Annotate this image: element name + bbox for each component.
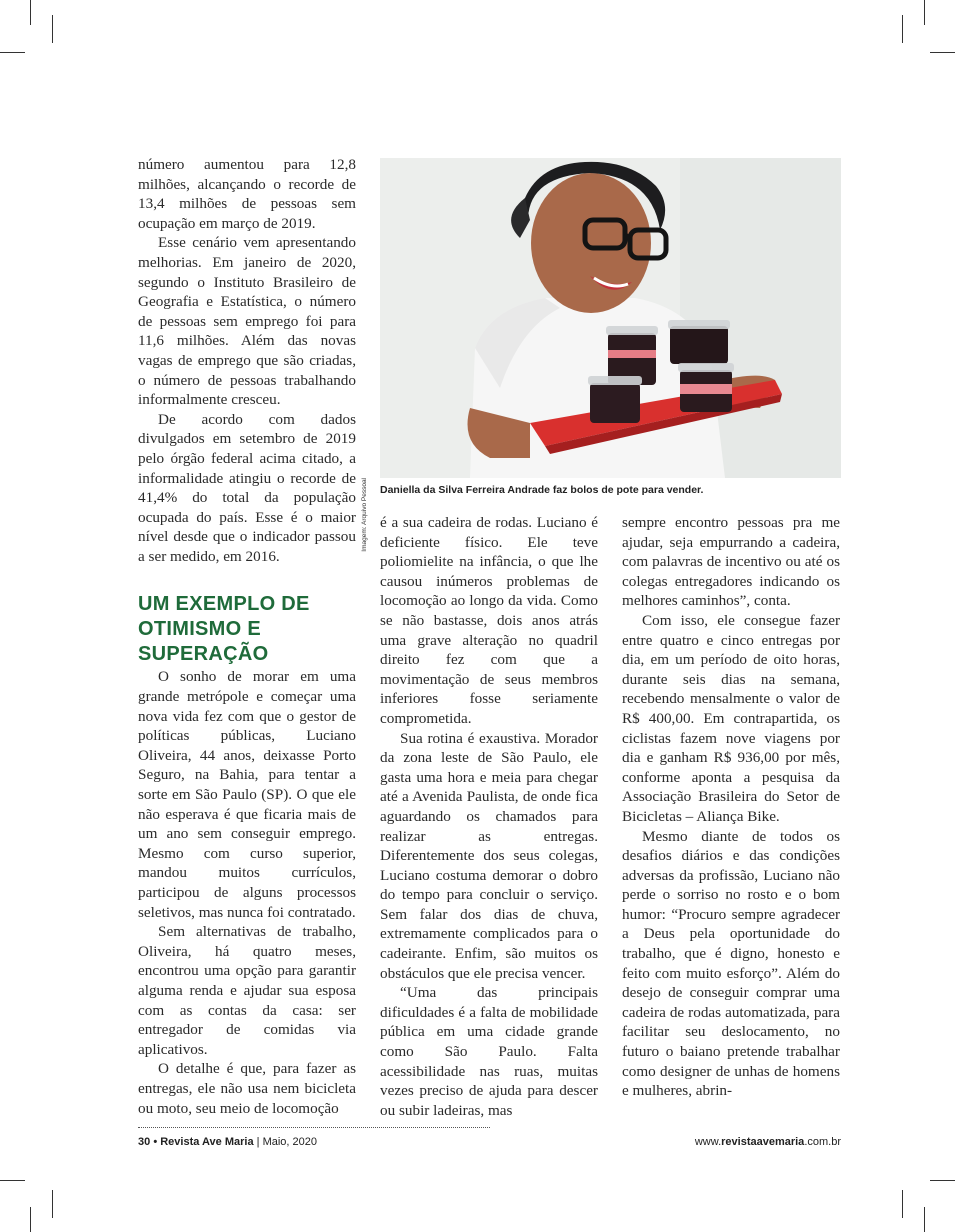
crop-mark: [52, 15, 53, 43]
photo-illustration: [380, 158, 841, 478]
article-column-1: [138, 155, 356, 1118]
section-heading: UM EXEMPLO DE OTIMISMO E SUPERAÇÃO: [138, 593, 310, 666]
body-paragraph: Mesmo diante de todos os desafios diários e das condições adversas da profissão, Luciano não perde o sorriso no rosto e o bom humor: “Procuro sempre agradecer a Deus pela oportunidade do trabalho, que é digno, honesto e feito com muito esforço”. Além do desejo de conseguir comprar uma cadeira de rodas automatizada, para facilitar seu deslocamento, no futuro o baiano pretende trabalhar como designer de unhas de homens e mulheres, abrin-: [622, 827, 840, 1100]
body-paragraph: De acordo com dados divulgados em setembro de 2019 pelo órgão federal acima citado, a informalidade atingiu o recorde de 41,4% do total da população ocupada do país. Esse é o maior nível desde que o indicador passou a ser medido, em 2016.: [138, 410, 356, 565]
crop-mark: [30, 0, 31, 25]
body-paragraph: número aumentou para 12,8 milhões, alcançando o recorde de 13,4 milhões de pessoas sem ocupação em março de 2019.: [138, 156, 356, 232]
photo-credit: Imagem: Arquivo Pessoal: [361, 478, 368, 552]
folio-separator: |: [256, 1136, 260, 1148]
crop-mark: [52, 1190, 53, 1218]
article-photo: [380, 158, 841, 478]
photo-caption: Daniella da Silva Ferreira Andrade faz bolos de pote para vender.: [380, 484, 704, 496]
footer-rule: [138, 1127, 490, 1128]
body-paragraph: Esse cenário vem apresentando melhorias. Em janeiro de 2020, segundo o Instituto Brasileiro de Geografia e Estatística, o número de pessoas sem emprego foi para 11,6 milhões. Além das novas vagas de emprego que são criadas, o número de pessoas trabalhando informalmente cresceu.: [138, 234, 356, 409]
crop-mark: [902, 15, 903, 43]
body-paragraph: é a sua cadeira de rodas. Luciano é deficiente físico. Ele teve poliomielite na infância, o que lhe causou inúmeros problemas de locomoção ao longo da vida. Como se não bastasse, dois anos atrás uma grave alteração no quadril direito fez com que a movimentação de seus membros inferiores fosse seriamente comprometida.: [380, 514, 598, 727]
body-paragraph: Sem alternativas de trabalho, Oliveira, há quatro meses, encontrou uma opção para garantir alguma renda e ajudar sua esposa com as contas da casa: ser entregador de comidas via aplicativos.: [138, 923, 356, 1058]
crop-mark: [902, 1190, 903, 1218]
body-paragraph: O sonho de morar em uma grande metrópole e começar uma nova vida fez com que o gestor de políticas públicas, Luciano Oliveira, 44 anos, deixasse Porto Seguro, na Bahia, para tentar a sorte em São Paulo (SP). O que ele não esperava é que ficaria mais de um ano sem conseguir emprego. Mesmo com curso superior, mandou muitos currículos, participou de alguns processos seletivos, mas nunca foi contratado.: [138, 668, 356, 921]
article-column-2: [380, 513, 598, 1120]
crop-mark: [924, 1207, 925, 1232]
crop-mark: [0, 52, 25, 53]
issue-date: Maio, 2020: [262, 1136, 318, 1148]
url-suffix: .com.br: [804, 1136, 841, 1148]
body-paragraph: Sua rotina é exaustiva. Morador da zona leste de São Paulo, ele gasta uma hora e meia para chegar até a Avenida Paulista, de onde fica aguardando os chamados para realizar as entregas. Diferentemente dos seus colegas, Luciano costuma demorar o dobro do tempo para concluir o serviço. Sem falar dos dias de chuva, extremamente complicados para o cadeirante. Enfim, são muitos os obstáculos que ele precisa vencer.: [380, 729, 598, 982]
url-name: revistaavemaria: [721, 1136, 805, 1148]
url-prefix: www.: [694, 1136, 722, 1148]
crop-mark: [930, 1180, 955, 1181]
magazine-name: Revista Ave Maria: [160, 1136, 254, 1148]
body-paragraph: Com isso, ele consegue fazer entre quatro e cinco entregas por dia, em um período de oito horas, durante seis dias na semana, recebendo mensalmente o valor de R$ 400,00. Em contrapartida, os ciclistas fazem nove viagens por dia e ganham R$ 936,00 por mês, conforme aponta a pesquisa da Associação Brasileira do Setor de Bicicletas – Aliança Bike.: [622, 611, 840, 825]
folio-bullet: •: [153, 1136, 158, 1148]
article-column-3: [622, 513, 840, 1101]
footer-url[interactable]: [695, 1136, 841, 1148]
crop-mark: [924, 0, 925, 25]
footer-folio: [138, 1136, 317, 1148]
crop-mark: [30, 1207, 31, 1232]
body-paragraph: “Uma das principais dificuldades é a falta de mobilidade pública em uma cidade grande como São Paulo. Falta acessibilidade nas ruas, muitas vezes preciso de ajuda para descer ou subir ladeiras, mas: [380, 984, 598, 1119]
page-number: 30: [138, 1136, 151, 1148]
crop-mark: [930, 52, 955, 53]
crop-mark: [0, 1180, 25, 1181]
body-paragraph: O detalhe é que, para fazer as entregas, ele não usa nem bicicleta ou moto, seu meio de locomoção: [138, 1060, 356, 1117]
body-paragraph: sempre encontro pessoas pra me ajudar, seja empurrando a cadeira, com palavras de incentivo ou até os colegas entregadores indicando os melhores caminhos”, conta.: [622, 514, 840, 610]
